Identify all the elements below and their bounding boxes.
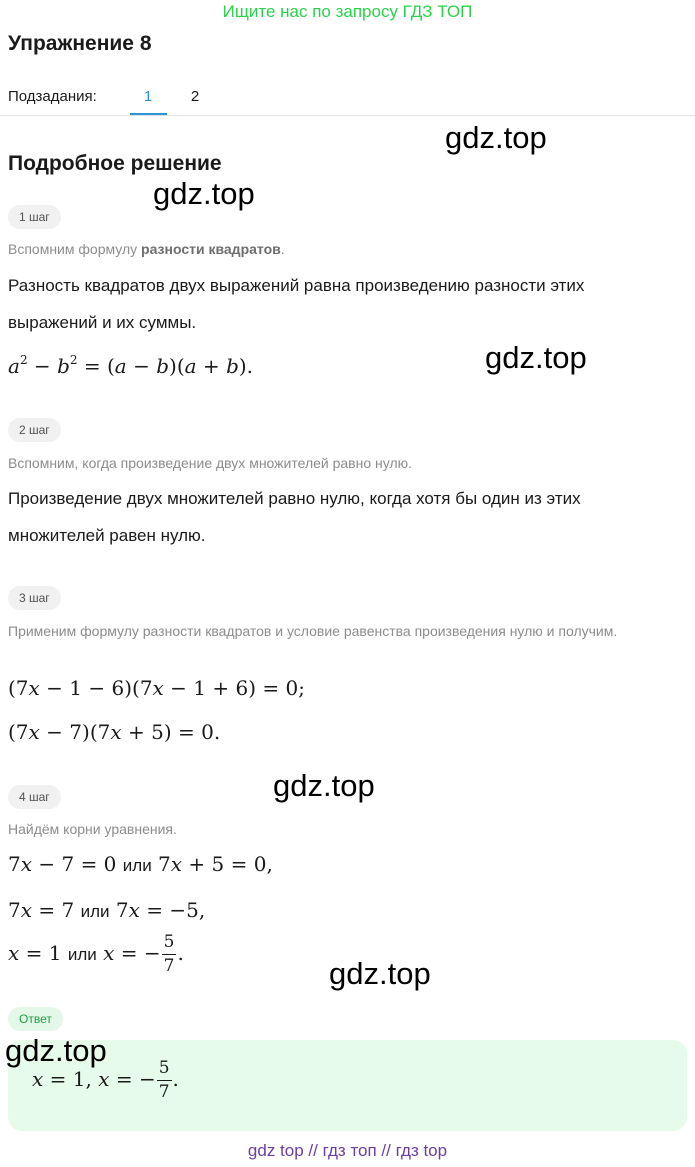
fraction: $\frac{5}{7}$	[158, 1058, 170, 1102]
or-word: или	[122, 856, 152, 875]
step-1-badge: 1 шаг	[8, 205, 61, 229]
step-4-hint: Найдём корни уравнения.	[8, 821, 177, 837]
step-1-formula: $a^2 - b^2 = (a - b)(a + b)$.	[8, 353, 254, 378]
search-promo-banner[interactable]: Ищите нас по запросу ГДЗ ТОП	[222, 2, 473, 21]
step-1-text-line-2: выражений и их суммы.	[8, 313, 197, 332]
answer-badge: Ответ	[8, 1007, 63, 1031]
step-2-text-line-2: множителей равен нулю.	[8, 526, 206, 545]
step-4-equation-1: 7x − 7 = 0 или 7x + 5 = 0,	[8, 852, 273, 876]
subtask-tab-2[interactable]: 2	[190, 88, 200, 105]
subtasks-divider	[0, 115, 695, 116]
watermark: gdz.top	[485, 340, 587, 375]
step-4-equation-3: x = 1 или x = − $\frac{5}{7}$ .	[8, 932, 184, 976]
watermark: gdz.top	[273, 768, 375, 803]
step-3-equation-1: (7x − 1 − 6)(7x − 1 + 6) = 0;	[8, 676, 305, 700]
step-2-badge: 2 шаг	[8, 418, 61, 442]
solution-heading: Подробное решение	[8, 152, 222, 175]
answer-formula: x = 1, x = − $\frac{5}{7}$ .	[32, 1058, 179, 1102]
step-1-text-line-1: Разность квадратов двух выражений равна произведению разности этих	[8, 276, 585, 295]
step-3-equation-2: (7x − 7)(7x + 5) = 0.	[8, 720, 221, 744]
watermark: gdz.top	[5, 1033, 107, 1068]
watermark: gdz.top	[329, 956, 431, 991]
or-word: или	[80, 902, 110, 921]
watermark: gdz.top	[445, 120, 547, 155]
step-3-hint: Применим формулу разности квадратов и условие равенства произведения нулю и получим.	[8, 623, 618, 639]
fraction: $\frac{5}{7}$	[163, 932, 175, 976]
step-4-badge: 4 шаг	[8, 785, 61, 809]
watermark: gdz.top	[153, 176, 255, 211]
step-2-hint: Вспомним, когда произведение двух множителей равно нулю.	[8, 455, 413, 471]
subtasks-label: Подзадания:	[8, 88, 97, 105]
page-title: Упражнение 8	[8, 32, 152, 55]
step-3-badge: 3 шаг	[8, 586, 61, 610]
footer-links[interactable]: gdz top // гдз топ // гдз top	[247, 1141, 448, 1160]
step-2-text-line-1: Произведение двух множителей равно нулю, когда хотя бы один из этих	[8, 489, 581, 508]
step-1-hint: Вспомним формулу разности квадратов.	[8, 241, 285, 257]
step-4-equation-2: 7x = 7 или 7x = −5,	[8, 898, 206, 922]
or-word: или	[67, 945, 97, 964]
subtask-tab-1[interactable]: 1	[143, 88, 153, 105]
